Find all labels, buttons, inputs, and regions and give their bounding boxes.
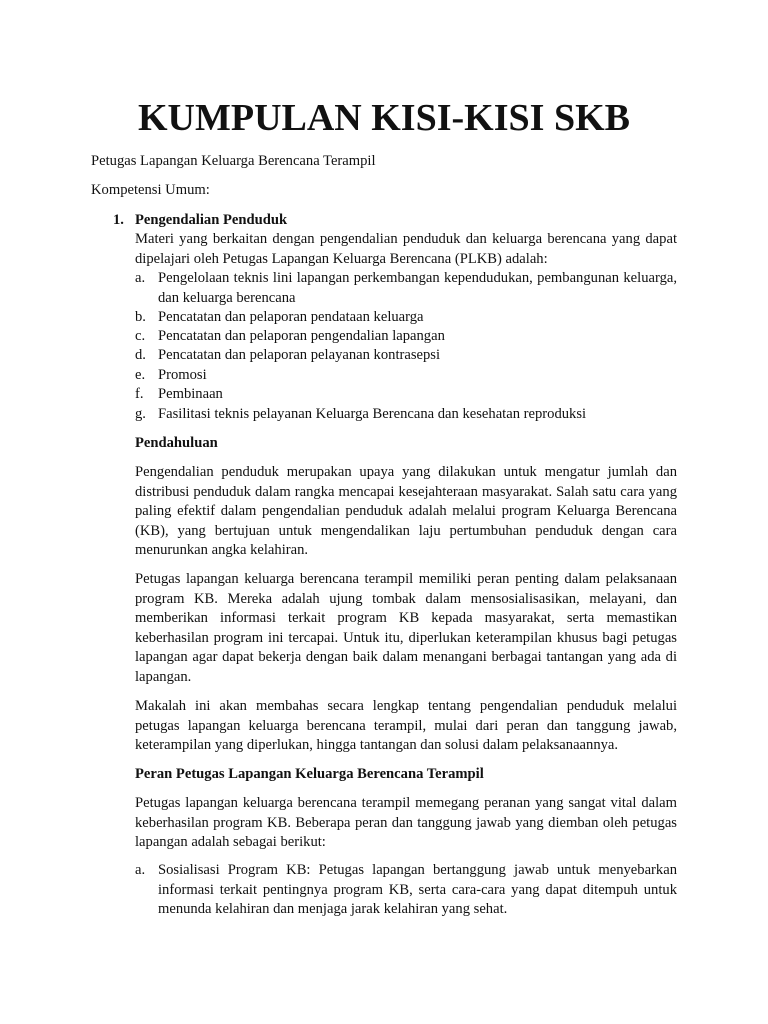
list-item: Promosi — [158, 367, 207, 383]
peran-heading: Peran Petugas Lapangan Keluarga Berencana Terampil — [135, 766, 484, 782]
list-item: Pencatatan dan pelaporan pengendalian lapangan — [158, 328, 445, 344]
list-item: Pencatatan dan pelaporan pelayanan kontrasepsi — [158, 347, 441, 363]
list-item: Pembinaan — [158, 386, 223, 402]
list-item-marker: g. — [135, 406, 146, 422]
list-item-marker: f. — [135, 386, 144, 402]
paragraph: Makalah ini akan membahas secara lengkap tentang pengendalian penduduk melalui petugas lapangan keluarga berencana terampil, mulai dari peran dan tanggung jawab, keterampilan yang diperlukan, hingga tantangan dan solusi dalam pelaksanaannya. — [135, 698, 677, 753]
list-item-marker: b. — [135, 309, 146, 325]
section-intro: Materi yang berkaitan dengan pengendalian penduduk dan keluarga berencana yang dapat dipelajari oleh Petugas Lapangan Keluarga Berencana (PLKB) adalah: — [135, 231, 677, 267]
paragraph: Pengendalian penduduk merupakan upaya yang dilakukan untuk mengatur jumlah dan distribusi penduduk dalam rangka mencapai kesejahteraan masyarakat. Salah satu cara yang paling efektif dalam pengendalian penduduk adalah melalui program Keluarga Berencana (KB), yang bertujuan untuk mengendalikan laju pertumbuhan penduduk dengan cara menurunkan angka kelahiran. — [135, 464, 677, 558]
paragraph: Petugas lapangan keluarga berencana terampil memiliki peran penting dalam pelaksanaan program KB. Mereka adalah ujung tombak dalam mensosialisasikan, melayani, dan memberikan informasi terkait program KB kepada masyarakat, serta memastikan keberhasilan program ini tercapai. Untuk itu, diperlukan keterampilan khusus bagi petugas lapangan agar dapat bekerja dengan baik dalam menangani berbagai tantangan yang ada di lapangan. — [135, 571, 677, 685]
list-item-marker: e. — [135, 367, 146, 383]
subtitle: Petugas Lapangan Keluarga Berencana Terampil — [91, 153, 376, 169]
document-title: KUMPULAN KISI-KISI SKB — [138, 97, 630, 139]
competency-label: Kompetensi Umum: — [91, 182, 210, 198]
list-item-marker: d. — [135, 347, 146, 363]
list-item: Pencatatan dan pelaporan pendataan keluarga — [158, 309, 424, 325]
list-item: Pengelolaan teknis lini lapangan perkembangan kependudukan, pembangunan keluarga, dan keluarga berencana — [158, 270, 677, 306]
list-item-marker: c. — [135, 328, 146, 344]
list-item-marker: a. — [135, 862, 146, 878]
section-number: 1. — [113, 212, 124, 228]
section-heading: Pengendalian Penduduk — [135, 212, 288, 228]
pendahuluan-heading: Pendahuluan — [135, 435, 218, 451]
list-item-marker: a. — [135, 270, 146, 286]
peran-intro: Petugas lapangan keluarga berencana terampil memegang peranan yang sangat vital dalam keberhasilan program KB. Beberapa peran dan tanggung jawab yang diemban oleh petugas lapangan adalah sebagai berikut: — [135, 795, 677, 850]
list-item: Sosialisasi Program KB: Petugas lapangan bertanggung jawab untuk menyebarkan informasi terkait pentingnya program KB, serta cara-cara yang dapat ditempuh untuk menunda kelahiran dan menjaga jarak kelahiran yang sehat. — [158, 862, 677, 917]
list-item: Fasilitasi teknis pelayanan Keluarga Berencana dan kesehatan reproduksi — [158, 406, 587, 422]
